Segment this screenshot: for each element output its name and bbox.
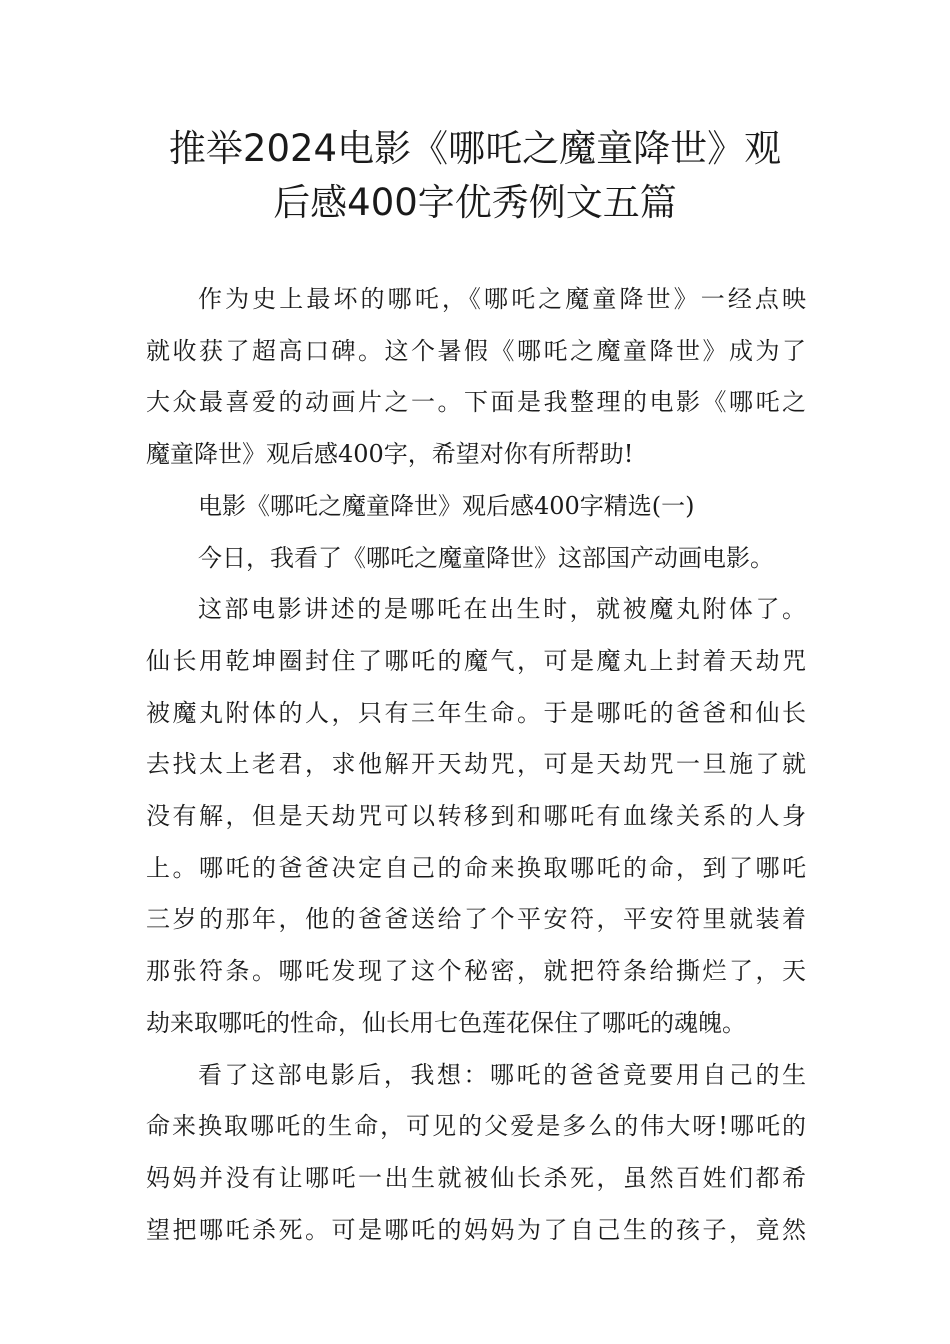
text-line: 仙长用乾坤圈封住了哪吒的魔气，可是魔丸上封着天劫咒 <box>146 646 806 675</box>
paragraph-intro <box>146 274 806 481</box>
text-line: 就收获了超高口碑。这个暑假《哪吒之魔童降世》成为了 <box>146 336 806 365</box>
text-line: 命来换取哪吒的生命，可见的父爱是多么的伟大呀!哪吒的 <box>146 1112 806 1141</box>
text-line: 这部电影讲述的是哪吒在出生时，就被魔丸附体了。 <box>198 595 806 624</box>
text-line: 去找太上老君，求他解开天劫咒，可是天劫咒一旦施了就 <box>146 750 806 779</box>
text-line: 看了这部电影后，我想：哪吒的爸爸竟要用自己的生 <box>198 1060 806 1089</box>
title-line: 推举2024电影《哪吒之魔童降世》观 <box>168 127 782 170</box>
text-line: 上。哪吒的爸爸决定自己的命来换取哪吒的命，到了哪吒 <box>146 853 806 882</box>
text-line: 电影《哪吒之魔童降世》观后感400字精选(一) <box>198 491 695 520</box>
paragraph <box>146 584 806 1049</box>
title-line: 后感400字优秀例文五篇 <box>273 181 677 224</box>
text-line: 被魔丸附体的人，只有三年生命。于是哪吒的爸爸和仙长 <box>146 698 806 727</box>
text-line: 作为史上最坏的哪吒，《哪吒之魔童降世》一经点映 <box>198 285 806 313</box>
section-heading <box>146 481 806 533</box>
text-line: 魔童降世》观后感400字，希望对你有所帮助! <box>146 440 634 469</box>
document-title <box>100 122 850 230</box>
text-line: 今日，我看了《哪吒之魔童降世》这部国产动画电影。 <box>198 543 774 572</box>
text-line: 三岁的那年，他的爸爸送给了个平安符，平安符里就装着 <box>146 905 806 934</box>
text-line: 劫来取哪吒的性命，仙长用七色莲花保住了哪吒的魂魄。 <box>146 1008 746 1037</box>
paragraph <box>146 1050 806 1257</box>
text-line: 望把哪吒杀死。可是哪吒的妈妈为了自己生的孩子，竟然 <box>146 1215 806 1244</box>
paragraph <box>146 533 806 585</box>
text-line: 没有解，但是天劫咒可以转移到和哪吒有血缘关系的人身 <box>146 802 806 831</box>
text-line: 大众最喜爱的动画片之一。下面是我整理的电影《哪吒之 <box>146 388 806 417</box>
text-line: 妈妈并没有让哪吒一出生就被仙长杀死，虽然百姓们都希 <box>146 1163 806 1192</box>
document-body <box>146 274 806 1256</box>
text-line: 那张符条。哪吒发现了这个秘密，就把符条给撕烂了，天 <box>146 957 806 986</box>
